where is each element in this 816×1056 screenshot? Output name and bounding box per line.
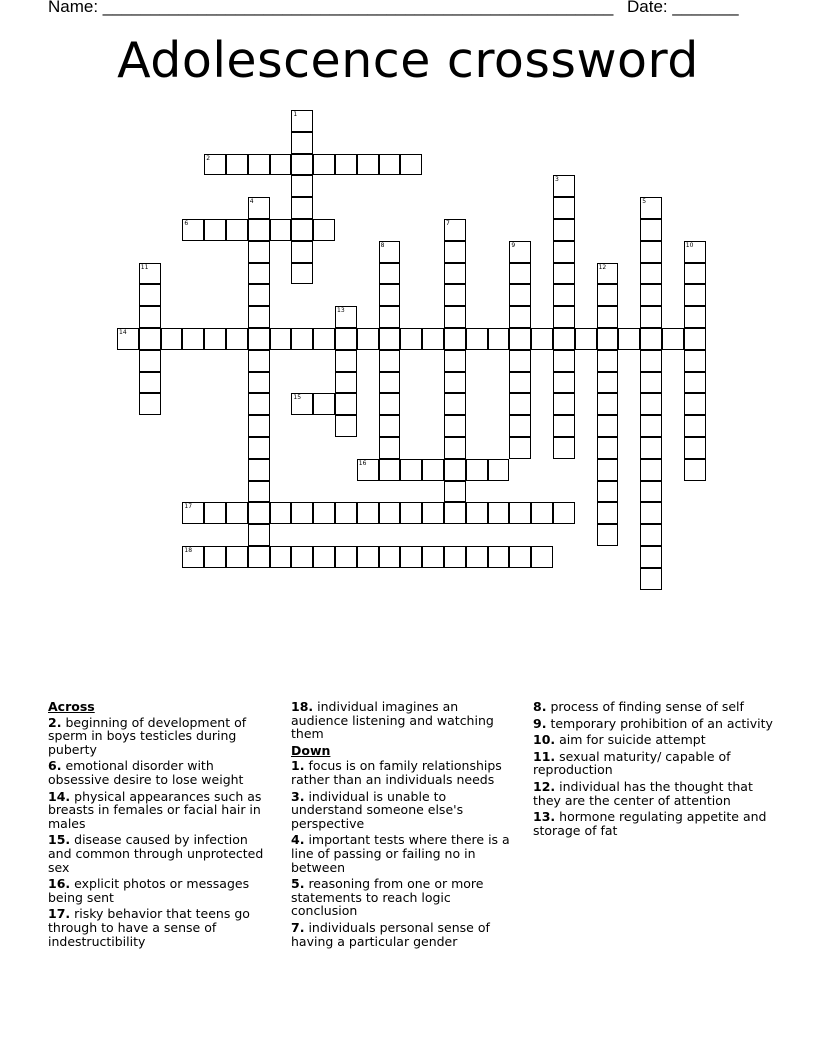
grid-cell[interactable] <box>248 524 270 546</box>
grid-cell[interactable] <box>444 546 466 568</box>
grid-cell[interactable] <box>553 350 575 372</box>
grid-cell[interactable] <box>531 502 553 524</box>
grid-cell[interactable] <box>248 481 270 503</box>
clue-down-10: 10. aim for suicide attempt <box>533 732 706 748</box>
clue-across-6: 6. emotional disorder with obsessive desire to lose weight <box>48 758 244 787</box>
grid-cell[interactable] <box>684 372 706 394</box>
grid-cell[interactable] <box>291 154 313 176</box>
grid-cell[interactable] <box>618 328 640 350</box>
grid-cell[interactable] <box>444 241 466 263</box>
grid-cell[interactable] <box>335 393 357 415</box>
grid-cell[interactable] <box>509 263 531 285</box>
grid-cell[interactable] <box>270 219 292 241</box>
grid-cell[interactable] <box>444 263 466 285</box>
grid-cell[interactable] <box>379 154 401 176</box>
grid-cell[interactable] <box>444 393 466 415</box>
grid-cell[interactable] <box>313 154 335 176</box>
grid-cell[interactable] <box>640 393 662 415</box>
clue-number-label: 4 <box>249 198 254 206</box>
grid-cell[interactable] <box>139 284 161 306</box>
grid-cell[interactable] <box>139 350 161 372</box>
grid-cell[interactable] <box>270 546 292 568</box>
grid-cell[interactable] <box>488 546 510 568</box>
grid-cell[interactable] <box>662 328 684 350</box>
grid-cell[interactable] <box>161 328 183 350</box>
clue-across-15: 15. disease caused by infection and common through unprotected sex <box>48 832 264 875</box>
grid-cell[interactable] <box>379 393 401 415</box>
grid-cell[interactable] <box>335 415 357 437</box>
clue-number-label: 10 <box>685 241 694 249</box>
grid-cell[interactable] <box>291 546 313 568</box>
grid-cell[interactable] <box>640 546 662 568</box>
clue-across-18: 18. individual imagines an audience listening and watching them <box>291 699 494 742</box>
clue-number-label: 18 <box>184 547 193 554</box>
grid-cell[interactable] <box>357 154 379 176</box>
grid-cell[interactable] <box>444 459 466 481</box>
clue-down-8: 8. process of finding sense of self <box>533 699 744 714</box>
grid-cell[interactable] <box>553 263 575 285</box>
grid-cell[interactable] <box>204 546 226 568</box>
grid-cell[interactable] <box>531 328 553 350</box>
grid-cell[interactable] <box>597 524 619 546</box>
grid-cell[interactable] <box>226 546 248 568</box>
clue-number-label: 5 <box>642 198 647 206</box>
page-title: Adolescence crossword <box>117 32 699 89</box>
grid-cell[interactable] <box>488 459 510 481</box>
grid-cell[interactable] <box>553 437 575 459</box>
grid-cell[interactable] <box>553 502 575 524</box>
grid-cell[interactable] <box>684 393 706 415</box>
clue-number-label: 7 <box>446 220 450 227</box>
grid-cell[interactable] <box>640 219 662 241</box>
grid-cell[interactable] <box>684 415 706 437</box>
grid-cell[interactable] <box>313 328 335 350</box>
grid-cell[interactable] <box>553 393 575 415</box>
grid-cell[interactable] <box>379 437 401 459</box>
clue-down-4: 4. important tests where there is a line of passing or failing no in between <box>291 832 510 875</box>
grid-cell[interactable] <box>335 502 357 524</box>
clue-number-label: 3 <box>555 176 559 184</box>
grid-cell[interactable] <box>379 263 401 285</box>
clue-across-16: 16. explicit photos or messages being sent <box>48 876 250 905</box>
grid-cell[interactable] <box>684 350 706 372</box>
grid-cell[interactable] <box>444 502 466 524</box>
grid-cell[interactable] <box>248 459 270 481</box>
grid-cell[interactable] <box>400 328 422 350</box>
grid-cell[interactable] <box>509 328 531 350</box>
clue-down-7: 7. individuals personal sense of having a particular gender <box>291 919 490 949</box>
clue-down-11: 11. sexual maturity/ capable of reproduction <box>533 748 731 778</box>
grid-cell[interactable] <box>509 502 531 524</box>
grid-cell[interactable] <box>379 459 401 481</box>
grid-cell[interactable] <box>684 437 706 459</box>
grid-cell[interactable] <box>313 219 335 241</box>
grid-cell[interactable] <box>488 502 510 524</box>
grid-cell[interactable] <box>248 328 270 350</box>
grid-cell[interactable] <box>357 328 379 350</box>
clue-down-9: 9. temporary prohibition of an activity <box>533 715 773 731</box>
clue-number-label: 13 <box>337 307 345 315</box>
grid-cell[interactable] <box>553 219 575 241</box>
grid-cell[interactable] <box>509 372 531 394</box>
grid-cell[interactable] <box>509 350 531 372</box>
grid-cell[interactable] <box>684 328 706 350</box>
grid-cell[interactable] <box>204 502 226 524</box>
clue-across-17: 17. risky behavior that teens go through to have a sense of indestructibility <box>48 906 250 949</box>
grid-cell[interactable] <box>400 546 422 568</box>
clue-number-label: 17 <box>184 503 193 511</box>
grid-cell[interactable] <box>553 284 575 306</box>
grid-cell[interactable] <box>226 502 248 524</box>
grid-cell[interactable] <box>139 393 161 415</box>
grid-cell[interactable] <box>291 175 313 197</box>
grid-cell[interactable] <box>597 415 619 437</box>
grid-cell[interactable] <box>248 350 270 372</box>
clue-number-label: 1 <box>293 111 298 118</box>
grid-cell[interactable] <box>597 284 619 306</box>
grid-cell[interactable] <box>379 372 401 394</box>
grid-cell[interactable] <box>466 459 488 481</box>
grid-cell[interactable] <box>509 284 531 306</box>
grid-cell[interactable] <box>422 502 444 524</box>
grid-cell[interactable] <box>226 219 248 241</box>
grid-cell[interactable] <box>226 328 248 350</box>
grid-cell[interactable] <box>640 328 662 350</box>
grid-cell[interactable] <box>291 197 313 219</box>
grid-cell[interactable] <box>553 372 575 394</box>
grid-cell[interactable] <box>379 502 401 524</box>
clues-column-3 <box>533 700 773 840</box>
grid-cell[interactable] <box>553 328 575 350</box>
grid-cell[interactable] <box>226 154 248 176</box>
clue-number-label: 2 <box>206 154 211 162</box>
clue-number-label: 11 <box>140 263 149 271</box>
grid-cell[interactable] <box>357 546 379 568</box>
name-field-label: Name: ______________________________________________________ <box>48 0 614 16</box>
clue-across-14: 14. physical appearances such as breasts in females or facial hair in males <box>48 788 262 831</box>
grid-cell[interactable] <box>509 415 531 437</box>
clues-column-1 <box>48 700 273 951</box>
grid-cell[interactable] <box>640 415 662 437</box>
grid-cell[interactable] <box>488 328 510 350</box>
grid-cell[interactable] <box>640 306 662 328</box>
clue-number-label: 14 <box>119 329 127 336</box>
grid-cell[interactable] <box>204 219 226 241</box>
grid-cell[interactable] <box>248 437 270 459</box>
grid-cell[interactable] <box>139 372 161 394</box>
grid-cell[interactable] <box>553 197 575 219</box>
grid-cell[interactable] <box>379 546 401 568</box>
grid-cell[interactable] <box>291 219 313 241</box>
clue-number-label: 15 <box>293 394 302 402</box>
clue-down-12: 12. individual has the thought that they are the center of attention <box>533 778 753 808</box>
grid-cell[interactable] <box>313 546 335 568</box>
grid-cell[interactable] <box>379 306 401 328</box>
grid-cell[interactable] <box>597 350 619 372</box>
grid-cell[interactable] <box>553 306 575 328</box>
grid-cell[interactable] <box>640 524 662 546</box>
clue-down-13: 13. hormone regulating appetite and storage of fat <box>533 809 767 838</box>
grid-cell[interactable] <box>335 154 357 176</box>
grid-cell[interactable] <box>444 306 466 328</box>
grid-cell[interactable] <box>422 546 444 568</box>
grid-cell[interactable] <box>313 502 335 524</box>
grid-cell[interactable] <box>248 502 270 524</box>
grid-cell[interactable] <box>248 306 270 328</box>
grid-cell[interactable] <box>444 372 466 394</box>
clue-number-label: 8 <box>380 241 385 249</box>
grid-cell[interactable] <box>291 502 313 524</box>
grid-cell[interactable] <box>640 459 662 481</box>
grid-cell[interactable] <box>640 284 662 306</box>
grid-cell[interactable] <box>597 437 619 459</box>
grid-cell[interactable] <box>291 132 313 154</box>
grid-cell[interactable] <box>553 415 575 437</box>
grid-cell[interactable] <box>270 154 292 176</box>
grid-cell[interactable] <box>597 306 619 328</box>
grid-cell[interactable] <box>684 284 706 306</box>
date-field-label: Date: _______ <box>627 0 739 16</box>
grid-cell[interactable] <box>597 502 619 524</box>
grid-cell[interactable] <box>684 306 706 328</box>
grid-cell[interactable] <box>248 415 270 437</box>
grid-cell[interactable] <box>640 481 662 503</box>
grid-cell[interactable] <box>640 568 662 590</box>
grid-cell[interactable] <box>270 502 292 524</box>
grid-cell[interactable] <box>444 437 466 459</box>
clue-down-1: 1. focus is on family relationships rather than an individuals needs <box>291 758 502 787</box>
grid-cell[interactable] <box>509 393 531 415</box>
grid-cell[interactable] <box>248 263 270 285</box>
grid-cell[interactable] <box>597 459 619 481</box>
grid-cell[interactable] <box>335 546 357 568</box>
across-heading: Across <box>48 699 95 714</box>
grid-cell[interactable] <box>270 328 292 350</box>
grid-cell[interactable] <box>466 502 488 524</box>
grid-cell[interactable] <box>575 328 597 350</box>
clues-column-2 <box>291 700 516 951</box>
clue-number-label: 12 <box>598 263 607 271</box>
grid-cell[interactable] <box>422 328 444 350</box>
grid-cell[interactable] <box>597 328 619 350</box>
clue-number-label: 6 <box>184 220 189 227</box>
grid-cell[interactable] <box>509 546 531 568</box>
grid-cell[interactable] <box>509 306 531 328</box>
grid-cell[interactable] <box>379 284 401 306</box>
grid-cell[interactable] <box>248 372 270 394</box>
grid-cell[interactable] <box>139 306 161 328</box>
grid-cell[interactable] <box>248 241 270 263</box>
grid-cell[interactable] <box>248 284 270 306</box>
grid-cell[interactable] <box>379 328 401 350</box>
grid-cell[interactable] <box>182 328 204 350</box>
grid-cell[interactable] <box>640 263 662 285</box>
clue-number-label: 16 <box>358 459 367 467</box>
down-heading: Down <box>291 742 331 758</box>
grid-cell[interactable] <box>291 241 313 263</box>
grid-cell[interactable] <box>640 350 662 372</box>
grid-cell[interactable] <box>444 350 466 372</box>
grid-cell[interactable] <box>684 459 706 481</box>
clue-down-3: 3. individual is unable to understand someone else's perspective <box>291 788 464 831</box>
grid-cell[interactable] <box>291 328 313 350</box>
grid-cell[interactable] <box>248 546 270 568</box>
grid-cell[interactable] <box>335 372 357 394</box>
grid-cell[interactable] <box>444 284 466 306</box>
grid-cell[interactable] <box>248 154 270 176</box>
clue-number-label: 9 <box>511 241 516 249</box>
grid-cell[interactable] <box>466 546 488 568</box>
grid-cell[interactable] <box>335 328 357 350</box>
grid-cell[interactable] <box>597 372 619 394</box>
grid-cell[interactable] <box>640 372 662 394</box>
grid-cell[interactable] <box>400 502 422 524</box>
grid-cell[interactable] <box>466 328 488 350</box>
grid-cell[interactable] <box>553 241 575 263</box>
grid-cell[interactable] <box>357 502 379 524</box>
grid-cell[interactable] <box>313 393 335 415</box>
grid-cell[interactable] <box>444 328 466 350</box>
grid-cell[interactable] <box>597 481 619 503</box>
grid-cell[interactable] <box>204 328 226 350</box>
grid-cell[interactable] <box>422 459 444 481</box>
clue-across-2: 2. beginning of development of sperm in boys testicles during puberty <box>48 714 247 757</box>
grid-cell[interactable] <box>248 219 270 241</box>
grid-cell[interactable] <box>597 393 619 415</box>
grid-cell[interactable] <box>531 546 553 568</box>
grid-cell[interactable] <box>379 350 401 372</box>
grid-cell[interactable] <box>444 415 466 437</box>
grid-cell[interactable] <box>640 437 662 459</box>
grid-cell[interactable] <box>379 415 401 437</box>
grid-cell[interactable] <box>640 241 662 263</box>
clue-down-5: 5. reasoning from one or more statements to reach logic conclusion <box>291 876 484 919</box>
grid-cell[interactable] <box>400 459 422 481</box>
grid-cell[interactable] <box>291 263 313 285</box>
grid-cell[interactable] <box>400 154 422 176</box>
grid-cell[interactable] <box>640 502 662 524</box>
grid-cell[interactable] <box>444 481 466 503</box>
grid-cell[interactable] <box>684 263 706 285</box>
grid-cell[interactable] <box>509 437 531 459</box>
grid-cell[interactable] <box>248 393 270 415</box>
grid-cell[interactable] <box>139 328 161 350</box>
grid-cell[interactable] <box>335 350 357 372</box>
